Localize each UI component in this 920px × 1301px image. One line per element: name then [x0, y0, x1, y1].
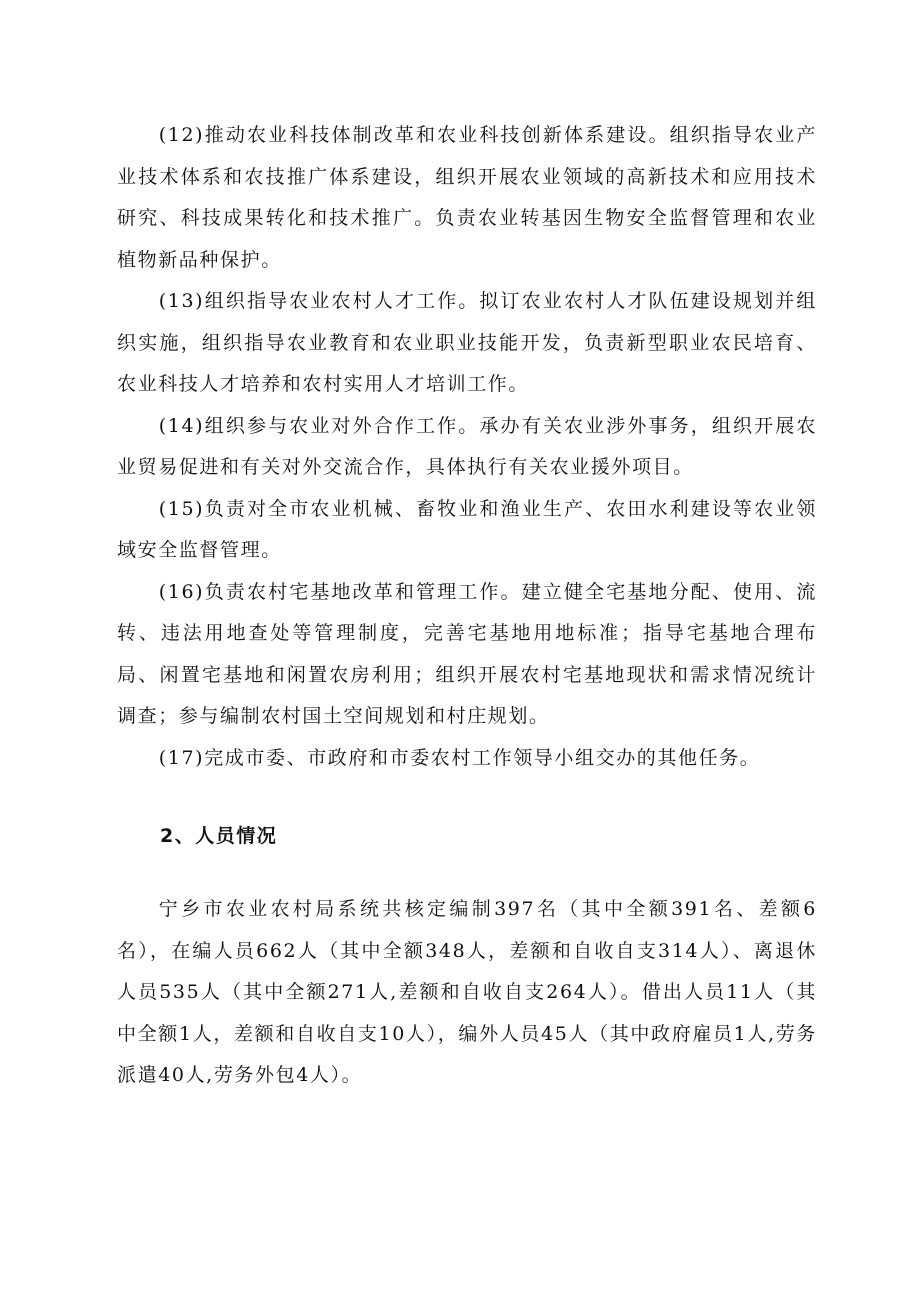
- duty-item-12: (12)推动农业科技体制改革和农业科技创新体系建设。组织指导农业产业技术体系和农技推广体系建设，组织开展农业领域的高新技术和应用技术研究、科技成果转化和技术推广。负责农业转基因生物安全监督管理和农业植物新品种保护。: [117, 124, 817, 271]
- duty-item-15: (15)负责对全市农业机械、畜牧业和渔业生产、农田水利建设等农业领域安全监督管理。: [117, 497, 817, 561]
- duty-item-14: (14)组织参与农业对外合作工作。承办有关农业涉外事务，组织开展农业贸易促进和有关对外交流合作，具体执行有关农业援外项目。: [117, 414, 817, 478]
- duty-item-16: (16)负责农村宅基地改革和管理工作。建立健全宅基地分配、使用、流转、违法用地查处等管理制度，完善宅基地用地标准；指导宅基地合理布局、闲置宅基地和闲置农房利用；组织开展农村宅基地现状和需求情况统计调查；参与编制农村国土空间规划和村庄规划。: [117, 580, 817, 727]
- duty-item-13: (13)组织指导农业农村人才工作。拟订农业农村人才队伍建设规划并组织实施，组织指导农业教育和农业职业技能开发，负责新型职业农民培育、农业科技人才培养和农村实用人才培训工作。: [117, 290, 817, 395]
- personnel-section: [117, 889, 817, 1097]
- duty-item-17: (17)完成市委、市政府和市委农村工作领导小组交办的其他任务。: [158, 746, 761, 769]
- personnel-paragraph: 宁乡市农业农村局系统共核定编制397名（其中全额391名、差额6名），在编人员662人（其中全额348人，差额和自收自支314人）、离退休人员535人（其中全额271人,差额和自收自支264人）。借出人员11人（其中全额1人，差额和自收自支10人），编外人员45人（其中政府雇员1人,劳务派遣40人,劳务外包4人）。: [117, 898, 817, 1086]
- section-heading-personnel: 2、人员情况: [160, 825, 278, 847]
- duties-list: [117, 115, 817, 779]
